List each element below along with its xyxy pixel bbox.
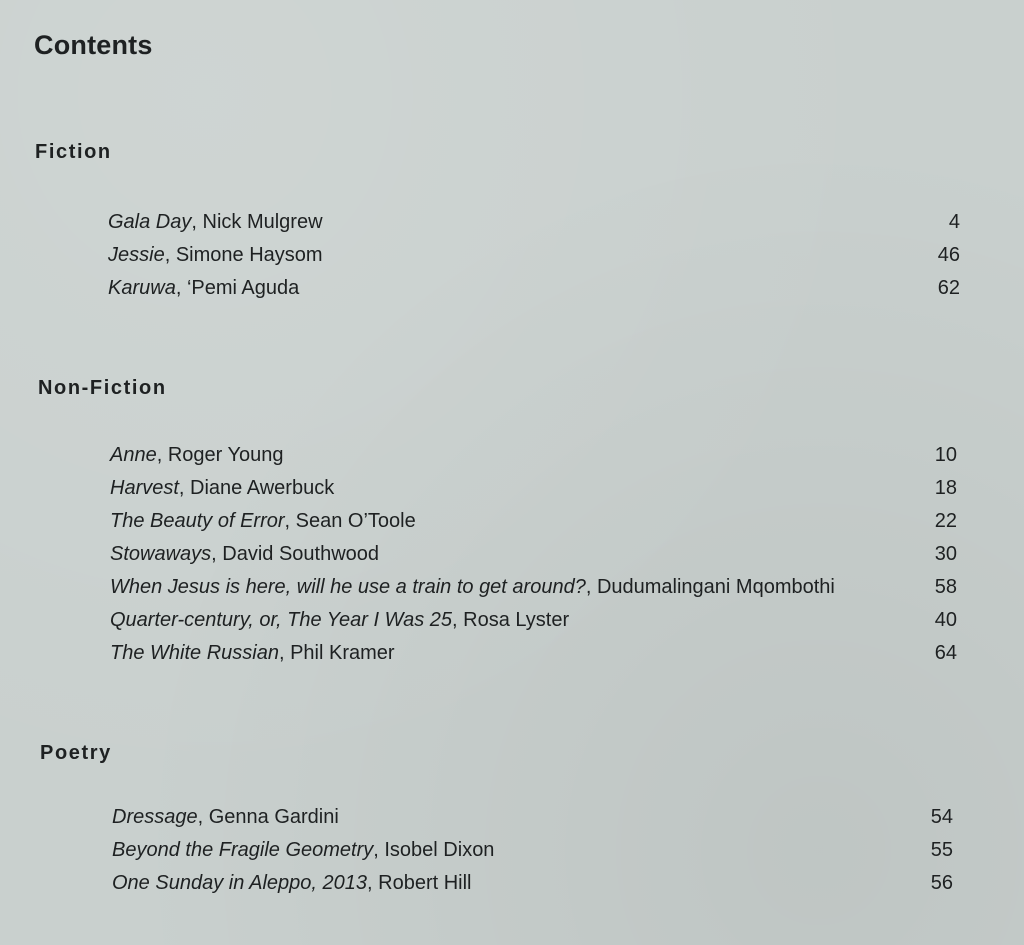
entry-author: Sean O’Toole bbox=[295, 510, 416, 532]
entry-title: The White Russian bbox=[110, 642, 279, 664]
entry-author: Isobel Dixon bbox=[384, 839, 495, 861]
entry-page-number: 4 bbox=[948, 211, 960, 233]
entry-author: David Southwood bbox=[222, 543, 380, 565]
entry-title: Karuwa bbox=[108, 277, 176, 299]
entry-page-number: 40 bbox=[934, 609, 957, 631]
entry-title: The Beauty of Error bbox=[110, 510, 285, 532]
entry-page-number: 10 bbox=[934, 444, 957, 466]
entry-title: Gala Day bbox=[108, 211, 192, 233]
section-heading-fiction: Fiction bbox=[35, 141, 112, 163]
toc-entry: When Jesus is here, will he use a train to get around?, Dudumalingani Mqombothi 58 bbox=[110, 571, 960, 604]
entry-title: Harvest bbox=[110, 477, 179, 499]
entry-title: Quarter-century, or, The Year I Was 25 bbox=[110, 609, 453, 631]
entry-page-number: 58 bbox=[934, 576, 957, 598]
entry-author: Diane Awerbuck bbox=[190, 477, 335, 499]
section-heading-non-fiction: Non-Fiction bbox=[38, 377, 167, 399]
toc-entry: Karuwa, ‘Pemi Aguda 62 bbox=[108, 272, 960, 305]
toc-entry: Beyond the Fragile Geometry, Isobel Dixon 55 bbox=[112, 834, 957, 867]
entry-author: Nick Mulgrew bbox=[202, 211, 323, 233]
page-title: Contents bbox=[34, 30, 153, 60]
toc-entry: Jessie, Simone Haysom 46 bbox=[108, 239, 960, 272]
toc-entry: Stowaways, David Southwood 30 bbox=[110, 538, 960, 571]
entry-author: Robert Hill bbox=[378, 872, 472, 894]
entry-author: Roger Young bbox=[167, 444, 284, 466]
entry-author: Genna Gardini bbox=[208, 806, 339, 828]
toc-entry: Quarter-century, or, The Year I Was 25, Rosa Lyster 40 bbox=[110, 604, 960, 637]
entry-list-fiction bbox=[108, 206, 960, 305]
entry-page-number: 22 bbox=[934, 510, 957, 532]
entry-page-number: 55 bbox=[930, 839, 953, 861]
entry-author: Dudumalingani Mqombothi bbox=[596, 576, 835, 598]
entry-title: Stowaways bbox=[110, 543, 212, 565]
entry-page-number: 62 bbox=[937, 277, 960, 299]
entry-title: One Sunday in Aleppo, 2013 bbox=[112, 872, 368, 894]
entry-page-number: 56 bbox=[930, 872, 953, 894]
entry-page-number: 46 bbox=[937, 244, 960, 266]
entry-author: Rosa Lyster bbox=[463, 609, 570, 631]
entry-page-number: 18 bbox=[934, 477, 957, 499]
toc-entry: Harvest, Diane Awerbuck 18 bbox=[110, 472, 960, 505]
entry-list-poetry bbox=[112, 801, 957, 900]
toc-entry: The White Russian, Phil Kramer 64 bbox=[110, 637, 960, 670]
entry-page-number: 54 bbox=[930, 806, 953, 828]
entry-author: Phil Kramer bbox=[290, 642, 395, 664]
entry-title: Jessie bbox=[108, 244, 165, 266]
toc-entry: The Beauty of Error, Sean O’Toole 22 bbox=[110, 505, 960, 538]
entry-title: Dressage bbox=[112, 806, 198, 828]
toc-entry: Gala Day, Nick Mulgrew 4 bbox=[108, 206, 960, 239]
entry-page-number: 30 bbox=[934, 543, 957, 565]
entry-title: Anne bbox=[110, 444, 157, 466]
entry-author: ‘Pemi Aguda bbox=[186, 277, 300, 299]
toc-entry: Dressage, Genna Gardini 54 bbox=[112, 801, 957, 834]
toc-entry: One Sunday in Aleppo, 2013, Robert Hill 56 bbox=[112, 867, 957, 900]
entry-list-non-fiction bbox=[110, 439, 960, 670]
entry-page-number: 64 bbox=[934, 642, 957, 664]
entry-title: Beyond the Fragile Geometry bbox=[112, 839, 374, 861]
entry-author: Simone Haysom bbox=[175, 244, 323, 266]
entry-title: When Jesus is here, will he use a train to get around? bbox=[110, 576, 586, 598]
section-heading-poetry: Poetry bbox=[40, 742, 112, 764]
toc-entry: Anne, Roger Young 10 bbox=[110, 439, 960, 472]
